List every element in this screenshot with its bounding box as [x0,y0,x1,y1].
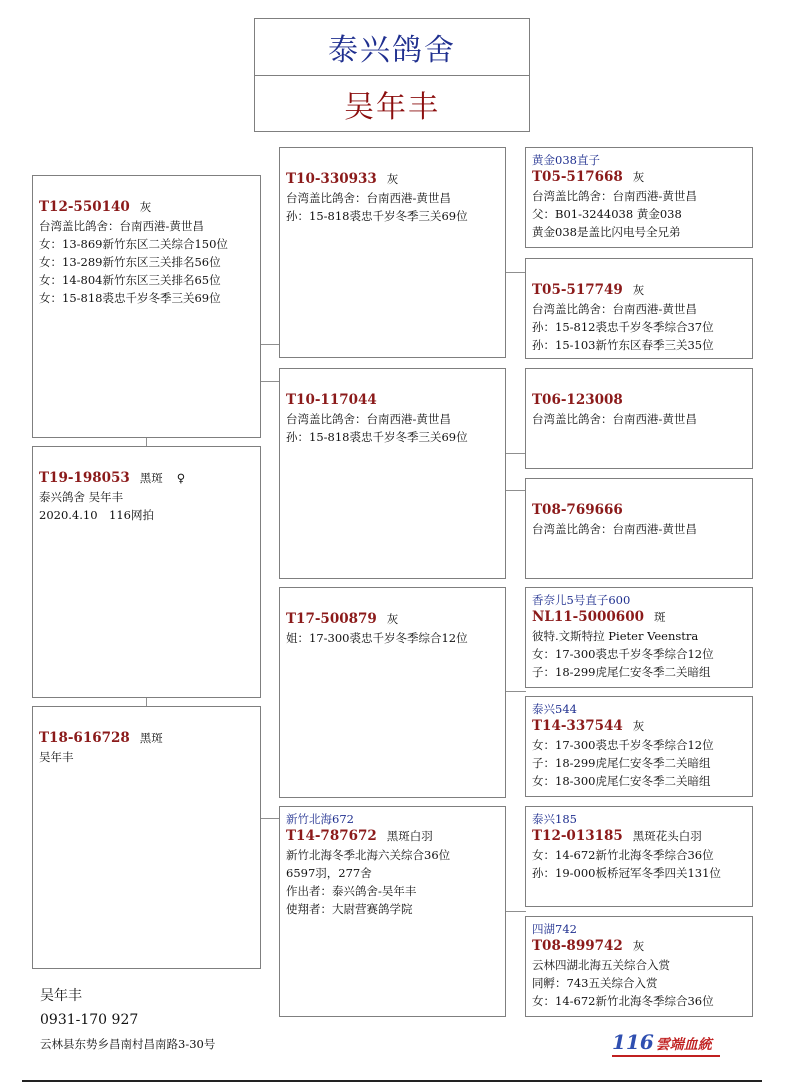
ring-number: T14-787672 黑斑白羽 [286,828,433,844]
ring-number: T05-517749 灰 [532,282,645,298]
owner-address: 云林县东势乡昌南村昌南路3-30号 [40,1037,216,1051]
card-sire-dam: T10-117044 台湾盖比鸽舍：台南西港-黄世昌 孙：15-818裘忠千岁冬季三关69位 [279,368,506,579]
ring-number: T08-769666 [532,502,623,518]
ring-number: T12-550140 灰 [39,199,152,215]
owner-info [40,984,215,1056]
ring-number: T18-616728 黑斑 [39,730,163,746]
ring-number: T06-123008 [532,392,623,408]
connector [505,490,526,491]
connector [260,818,280,819]
logo-underline [612,1055,720,1057]
card-dsd: 泰兴544 T14-337544 灰 女：17-300裘忠千岁冬季综合12位 子：18-299虎尾仁安冬季二关暗组 女：18-300虎尾仁安冬季二关暗组 [525,696,753,797]
ring-number: T19-198053 黑斑 ♀ [39,470,186,486]
ring-number: T05-517668 灰 [532,169,645,185]
card-prefix: 泰兴185 [532,812,577,826]
sex-symbol: ♀ [176,471,186,485]
connector [505,272,526,273]
ring-number: T17-500879 灰 [286,611,399,627]
card-sdd: T08-769666 台湾盖比鸽舍：台南西港-黄世昌 [525,478,753,579]
brand-logo [612,1030,720,1057]
bottom-divider [22,1080,762,1082]
card-sire-sire: T10-330933 灰 台湾盖比鸽舍：台南西港-黄世昌 孙：15-818裘忠千岁冬季三关69位 [279,147,506,358]
owner-name: 吴年丰 [40,988,82,1004]
ring-number: T08-899742 灰 [532,938,645,954]
pedigree-header [254,18,530,132]
card-ssd: T05-517749 灰 台湾盖比鸽舍：台南西港-黄世昌 孙：15-812裘忠千岁冬季综合37位 孙：15-103新竹东区春季三关35位 [525,258,753,359]
ring-number: T14-337544 灰 [532,718,645,734]
loft-name: 泰兴鸽舍 [255,19,529,76]
ring-number: T10-117044 [286,392,377,408]
card-dds: 泰兴185 T12-013185 黑斑花头白羽 女：14-672新竹北海冬季综合36位 孙：19-000板桥冠军冬季四关131位 [525,806,753,907]
card-ddd: 四湖742 T08-899742 灰 云林四湖北海五关综合入赏 同孵：743五关综合入赏 女：14-672新竹北海冬季综合36位 [525,916,753,1017]
ring-number: NL11-5000600 斑 [532,609,666,625]
card-prefix: 新竹北海672 [286,812,354,826]
connector [260,381,280,382]
owner-phone: 0931-170 927 [40,1012,139,1028]
card-sire: T12-550140 灰 台湾盖比鸽舍：台南西港-黄世昌 女：13-869新竹东区二关综合150位 女：13-289新竹东区三关排名56位 女：14-804新竹东区三关排名65位 女：15-818裘忠千岁冬季三关69位 [32,175,261,438]
logo-text: 雲端血統 [655,1037,712,1053]
card-dss: 香奈儿5号直子600 NL11-5000600 斑 彼特.文斯特拉 Pieter Veenstra 女：17-300裘忠千岁冬季综合12位 子：18-299虎尾仁安冬季二关暗组 [525,587,753,688]
connector [505,453,526,454]
connector [260,344,280,345]
card-prefix: 四湖742 [532,922,577,936]
connector [505,911,526,912]
card-dam: T18-616728 黑斑 吴年丰 [32,706,261,969]
ring-number: T12-013185 黑斑花头白羽 [532,828,702,844]
card-prefix: 黄金038直子 [532,153,600,167]
logo-number: 116 [612,1030,654,1054]
connector [505,691,526,692]
card-sss: 黄金038直子 T05-517668 灰 台湾盖比鸽舍：台南西港-黄世昌 父：B01-3244038 黄金038 黄金038是盖比闪电号全兄弟 [525,147,753,248]
owner-name-header: 吴年丰 [344,90,440,125]
card-subject: T19-198053 黑斑 ♀ 泰兴鸽舍 吴年丰 2020.4.10 116网拍 [32,446,261,698]
card-prefix: 泰兴544 [532,702,577,716]
card-dam-dam: 新竹北海672 T14-787672 黑斑白羽 新竹北海冬季北海六关综合36位 6597羽，277舍 作出者：泰兴鸽舍-吴年丰 使翔者：大尉营赛鸽学院 [279,806,506,1017]
card-sds: T06-123008 台湾盖比鸽舍：台南西港-黄世昌 [525,368,753,469]
card-dam-sire: T17-500879 灰 姐：17-300裘忠千岁冬季综合12位 [279,587,506,798]
card-prefix: 香奈儿5号直子600 [532,593,631,607]
ring-number: T10-330933 灰 [286,171,399,187]
